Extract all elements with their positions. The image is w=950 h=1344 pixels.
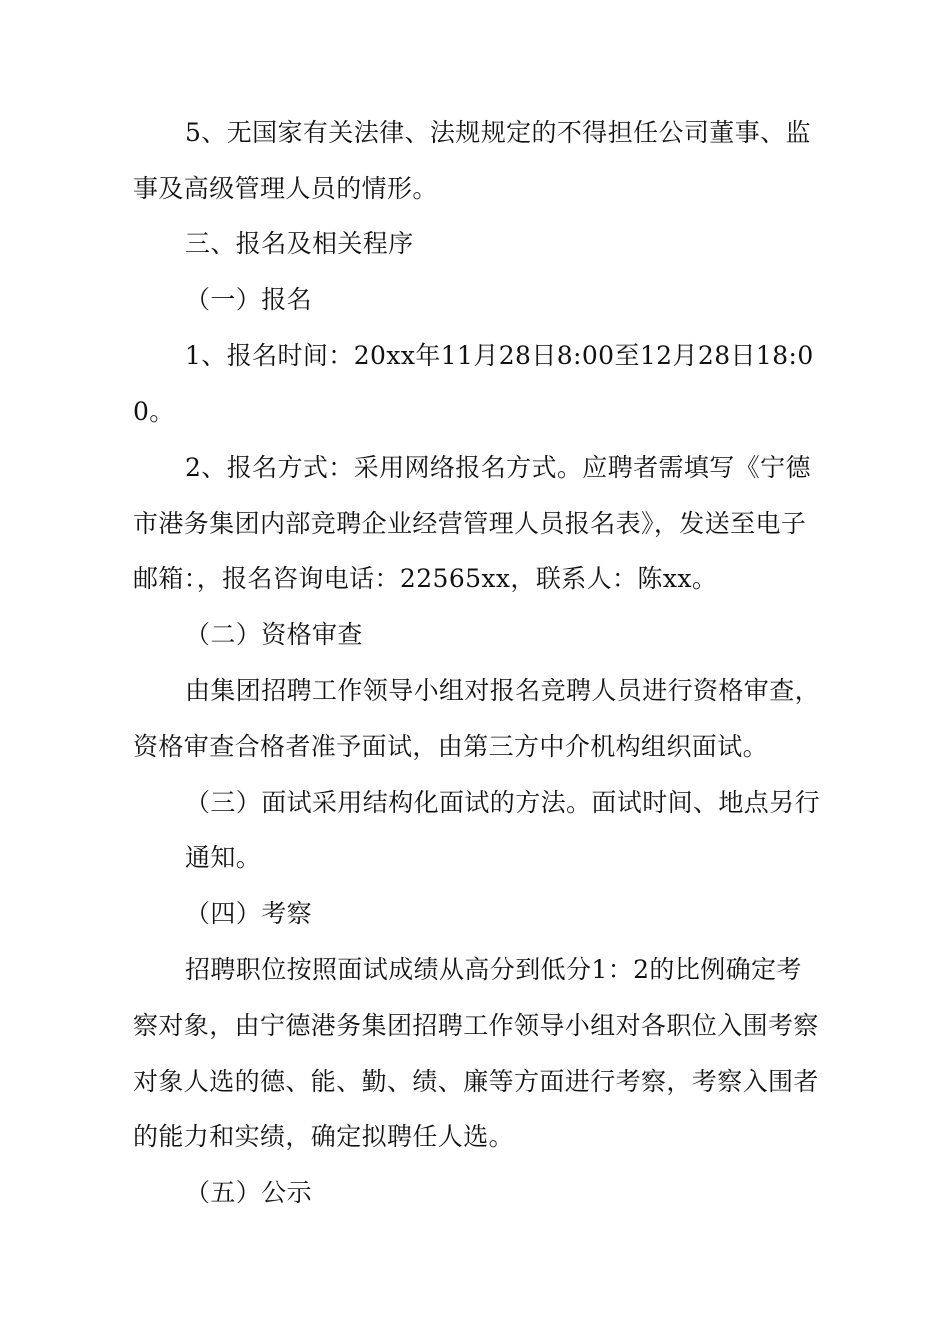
paragraph-line: 邮箱：，报名咨询电话：22565xx，联系人：陈xx。 [133, 564, 718, 593]
paragraph-line: 1、报名时间：20xx年11月28日8:00至12月28日18:0 [185, 341, 814, 370]
subsection-heading: （一）报名 [185, 285, 313, 314]
section-heading: 三、报名及相关程序 [185, 229, 414, 258]
paragraph-line: 事及高级管理人员的情形。 [133, 174, 438, 203]
paragraph-line: 市港务集团内部竞聘企业经营管理人员报名表》，发送至电子 [133, 509, 807, 538]
paragraph-line: 2、报名方式：采用网络报名方式。应聘者需填写《宁德 [185, 453, 811, 482]
paragraph-line: 察对象，由宁德港务集团招聘工作领导小组对各职位入围考察 [133, 1011, 819, 1040]
paragraph-line: 5、无国家有关法律、法规规定的不得担任公司董事、监 [185, 118, 811, 147]
paragraph-line: 0。 [133, 397, 175, 426]
subsection-heading: （三）面试采用结构化面试的方法。面试时间、地点另行 [185, 788, 821, 817]
subsection-heading: （二）资格审查 [185, 620, 363, 649]
paragraph-line: 由集团招聘工作领导小组对报名竞聘人员进行资格审查， [185, 676, 821, 705]
paragraph-line: 招聘职位按照面试成绩从高分到低分1：2的比例确定考 [185, 955, 802, 984]
paragraph-line: 的能力和实绩，确定拟聘任人选。 [133, 1122, 515, 1151]
paragraph-line: 通知。 [185, 843, 262, 872]
subsection-heading: （五）公示 [185, 1178, 313, 1207]
subsection-heading: （四）考察 [185, 899, 313, 928]
paragraph-line: 资格审查合格者准予面试，由第三方中介机构组织面试。 [133, 732, 769, 761]
paragraph-line: 对象人选的德、能、勤、绩、廉等方面进行考察，考察入围者 [133, 1067, 819, 1096]
